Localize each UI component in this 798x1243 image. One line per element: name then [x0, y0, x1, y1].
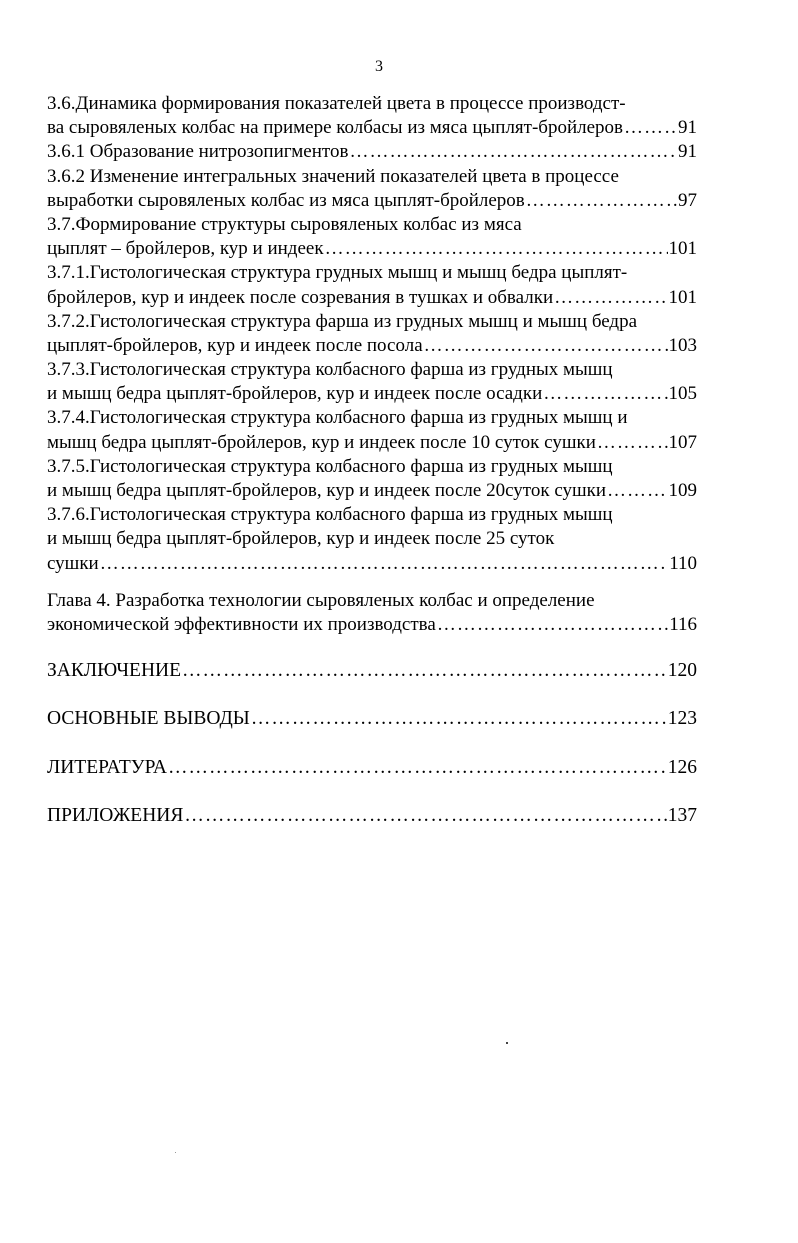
scan-speck	[175, 1152, 176, 1153]
toc-line-3-7-6	[47, 503, 697, 527]
toc-text: ПРИЛОЖЕНИЯ	[47, 804, 184, 826]
toc-text: выработки сыровяленых колбас из мяса цыплят-бройлеров	[47, 189, 525, 211]
toc-line-3-7-4	[47, 406, 697, 430]
toc-entry-conclusion[interactable]	[47, 659, 697, 683]
toc-text: мышц бедра цыплят-бройлеров, кур и индеек после 10 суток сушки	[47, 431, 596, 453]
dot-leader	[624, 116, 677, 140]
toc-text: цыплят-бройлеров, кур и индеек после посола	[47, 334, 423, 356]
toc-entry-3-7-3[interactable]	[47, 382, 697, 406]
scan-speck	[506, 1042, 508, 1044]
toc-text: ЛИТЕРАТУРА	[47, 756, 167, 778]
toc-text: 3.7.2.Гистологическая структура фарша из грудных мышц и мышц бедра	[47, 310, 638, 332]
dot-leader	[349, 140, 677, 164]
page-number: 3	[375, 58, 383, 75]
toc-page: 101	[668, 286, 697, 308]
dot-leader	[597, 431, 668, 455]
toc-page: 109	[668, 480, 697, 501]
toc-page: 97	[678, 189, 697, 211]
toc-page: 116	[669, 613, 697, 635]
toc-text: 3.7.6.Гистологическая структура колбасного фарша из грудных мышц	[47, 504, 613, 526]
toc-entry-3-7[interactable]	[47, 237, 697, 261]
dot-leader	[100, 552, 668, 576]
toc-entry-literature[interactable]	[47, 756, 697, 780]
toc-line-3-7-3	[47, 358, 697, 382]
toc-text: и мышц бедра цыплят-бройлеров, кур и индеек после осадки	[47, 383, 543, 405]
toc-text: экономической эффективности их производства	[47, 613, 436, 635]
toc-line-3-7	[47, 213, 697, 237]
toc-entry-3-7-6[interactable]	[47, 552, 697, 576]
toc-entry-3-7-4[interactable]	[47, 431, 697, 455]
toc-entry-chapter-4[interactable]	[47, 613, 697, 637]
toc-page: 110	[669, 552, 697, 574]
toc-line-3-6	[47, 92, 697, 116]
toc-line-chapter-4	[47, 589, 697, 613]
dot-leader	[607, 479, 667, 503]
dot-leader	[184, 804, 666, 828]
dot-leader	[182, 659, 667, 683]
toc-entry-appendices[interactable]	[47, 804, 697, 828]
toc-text: сушки	[47, 552, 99, 574]
toc-page: 137	[667, 804, 697, 826]
toc-entry-3-7-5[interactable]	[47, 479, 697, 503]
toc-text: ва сыровяленых колбас на примере колбасы из мяса цыплят-бройлеров	[47, 117, 624, 139]
toc-text: 3.7.1.Гистологическая структура грудных мышц и мышц бедра цыплят-	[47, 262, 628, 284]
toc-page: 91	[678, 141, 697, 163]
toc-text: Глава 4. Разработка технологии сыровяленых колбас и определение	[47, 589, 595, 611]
toc-entry-conclusions[interactable]	[47, 707, 697, 731]
toc-page: 126	[667, 756, 697, 778]
dot-leader	[543, 382, 667, 406]
dot-leader	[251, 707, 667, 731]
toc-text: ОСНОВНЫЕ ВЫВОДЫ	[47, 708, 250, 730]
toc-entry-3-7-2[interactable]	[47, 334, 697, 358]
toc-line-3-7-5	[47, 455, 697, 479]
dot-leader	[424, 334, 668, 358]
toc-text: бройлеров, кур и индеек после созревания в тушках и обвалки	[47, 286, 554, 308]
dot-leader	[168, 756, 667, 780]
toc-entry-3-7-1[interactable]	[47, 286, 697, 310]
toc-page: 120	[667, 660, 697, 682]
toc-entry-3-6-2[interactable]	[47, 189, 697, 213]
toc-line-3-6-2	[47, 165, 697, 189]
toc-text: и мышц бедра цыплят-бройлеров, кур и индеек после 25 суток	[47, 528, 555, 550]
toc-line-3-7-6-b	[47, 527, 697, 551]
toc-page: 105	[668, 383, 697, 405]
toc-text: 3.7.4.Гистологическая структура колбасного фарша из грудных мышц и	[47, 407, 628, 429]
toc-page: 107	[668, 431, 697, 453]
toc-text: 3.7.3.Гистологическая структура колбасного фарша из грудных мышц	[47, 359, 613, 381]
toc-text: 3.6.2 Изменение интегральных значений показателей цвета в процессе	[47, 165, 619, 187]
dot-leader	[325, 237, 668, 261]
toc-text: ЗАКЛЮЧЕНИЕ	[47, 660, 182, 682]
toc-entry-3-6[interactable]	[47, 116, 697, 140]
toc-line-3-7-2	[47, 310, 697, 334]
toc-text: 3.7.5.Гистологическая структура колбасного фарша из грудных мышц	[47, 455, 613, 477]
toc-text: 3.6.Динамика формирования показателей цвета в процессе производст-	[47, 93, 626, 114]
toc-entry-3-6-1[interactable]	[47, 140, 697, 164]
dot-leader	[437, 613, 668, 637]
toc-page: 91	[678, 117, 697, 139]
toc-page: 103	[668, 334, 697, 356]
table-of-contents	[47, 92, 697, 828]
toc-text: и мышц бедра цыплят-бройлеров, кур и индеек после 20суток сушки	[47, 480, 607, 501]
toc-line-3-7-1	[47, 261, 697, 285]
toc-text: 3.7.Формирование структуры сыровяленых колбас из мяса	[47, 213, 522, 235]
dot-leader	[554, 286, 667, 310]
toc-text: 3.6.1 Образование нитрозопигментов	[47, 141, 349, 163]
toc-page: 123	[667, 708, 697, 730]
toc-page: 101	[668, 238, 697, 260]
dot-leader	[526, 189, 677, 213]
toc-text: цыплят – бройлеров, кур и индеек	[47, 238, 324, 260]
